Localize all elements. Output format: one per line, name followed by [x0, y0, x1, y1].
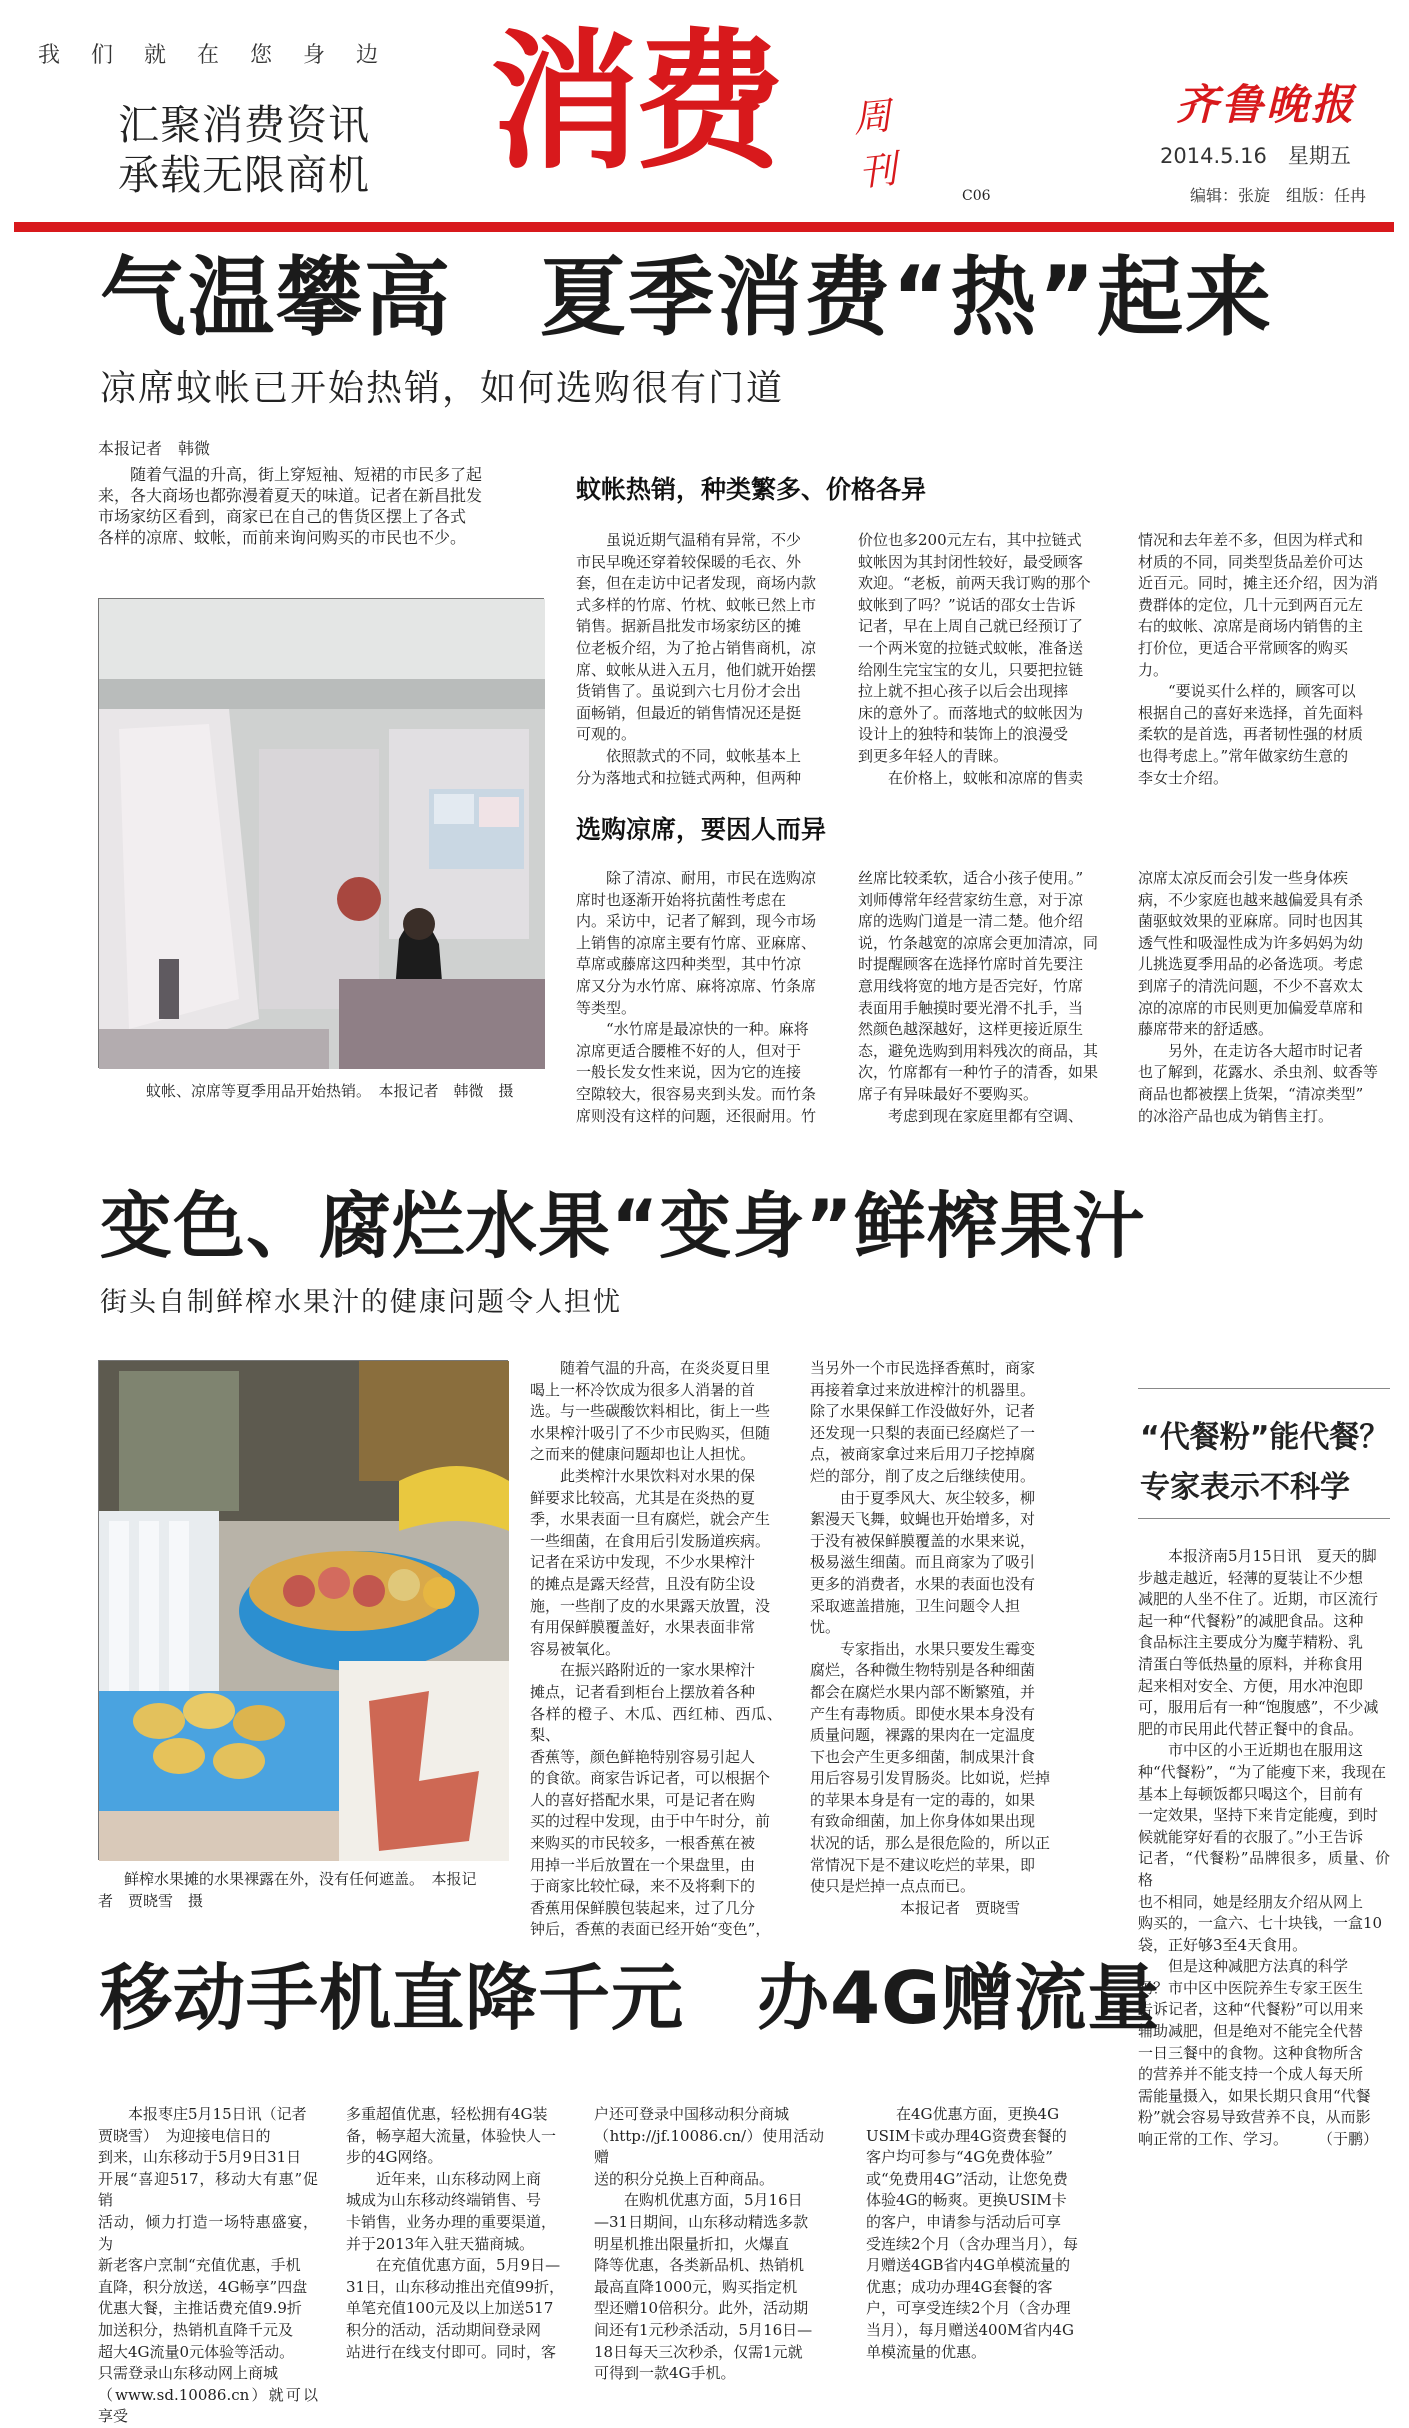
story1-byline: 本报记者 韩微 — [98, 439, 211, 458]
story2-col1: 随着气温的升高，在炎炎夏日里 喝上一杯冷饮成为很多人消暑的首 选。与一些碳酸饮料相比，街上一些 水果榨汁吸引了不少市民购买，但随 之而来的健康问题却也让人担忧。 此类榨汁水果饮料对水果的保 鲜要求比较高，尤其是在炎热的夏 季，水果表面一旦有腐烂，就会产生 一些细菌，在食用后引发肠道疾病。 记者在采访中发现，不少水果榨汁 的摊点是露天经营，且没有防尘设 施，一些削了皮的水果露天放置，没 有用保鲜膜覆盖好，水果表面非常 容易被氧化。 在振兴路附近的一家水果榨汁 摊点，记者看到柜台上摆放着各种 各样的橙子、木瓜、西红柿、西瓜、梨、 香蕉等，颜色鲜艳特别容易引起人 的食欲。商家告诉记者，可以根据个 人的喜好搭配水果，可是记者在购 买的过程中发现，由于中午时分，前 来购买的市民较多，一根香蕉在被 用掉一半后放置在一个果盘里，由 于商家比较忙碌，来不及将剩下的 香蕉用保鲜膜包装起来，过了几分 钟后，香蕉的表面已经开始“变色”， — [530, 1359, 782, 1939]
story1-col1: 虽说近期气温稍有异常，不少 市民早晚还穿着较保暖的毛衣、外 套，但在走访中记者发现，商场内款 式多样的竹席、竹枕、蚊帐已然上市 销售。据新昌批发市场家纺区的摊 位老板介绍，为了抢占销售商机，凉 席、蚊帐从进入五月，他们就开始摆 货销售了。虽说到六七月份才会出 面畅销，但最近的销售情况还是挺 可观的。 依照款式的不同，蚊帐基本上 分为落地式和拉链式两种，但两种 — [576, 531, 817, 787]
story2-headline: 变色、腐烂水果“变身”鲜榨果汁 — [100, 1184, 1146, 1268]
story1-col2: 价位也多200元左右，其中拉链式 蚊帐因为其封闭性较好，最受顾客 欢迎。“老板，前两天我订购的那个 蚊帐到了吗？”说话的邵女士告诉 记者，早在上周自己就已经预订了 一个两米宽的拉链式蚊帐，准备送 给刚生完宝宝的女儿，只要把拉链 拉上就不担心孩子以后会出现摔 床的意外了。而落地式的蚊帐因为 设计上的独特和装饰上的浪漫受 到更多年轻人的青睐。 在价格上，蚊帐和凉席的售卖 — [858, 531, 1091, 787]
paper-logo: 齐鲁晚报 — [1176, 80, 1357, 129]
slogan-line-2: 承载无限商机 — [118, 151, 370, 199]
sidebar-body: 本报济南5月15日讯 夏天的脚 步越走越近，轻薄的夏装让不少想 减肥的人坐不住了。近期，市区流行 起一种“代餐粉”的减肥食品。这种 食品标注主要成分为魔芋精粉、乳 清蛋白等低热量的原料，并称食用 起来相对安全、方便，用水冲泡即 可，服用后有一种“饱腹感”，不少减 肥的市民用此代替正餐中的食品。 市中区的小王近期也在服用这 种“代餐粉”，“为了能瘦下来，我现在 基本上每顿饭都只喝这个，目前有 一定效果，坚持下来肯定能瘦，到时 候就能穿好看的衣服了。”小王告诉 记者，“代餐粉”品牌很多，质量、价格 也不相同，她是经朋友介绍从网上 购买的，一盒六、七十块钱，一盒10 袋，正好够3至4天食用。 但是这种减肥方法真的科学 吗？市中区中医院养生专家王医生 告诉记者，这种“代餐粉”可以用来 辅助减肥，但是绝对不能完全代替 一日三餐中的食物。这种食物所含 的营养并不能支持一个成人每天所 需能量摄入，如果长期只食用“代餐 粉”就会容易导致营养不良，从而影 响正常的工作、学习。 （于鹏） — [1138, 1547, 1390, 2149]
sidebar-top-rule — [1138, 1388, 1390, 1389]
editor-credits: 编辑：张旋 组版：任冉 — [1190, 186, 1367, 205]
story1-col3: 情况和去年差不多，但因为样式和 材质的不同，同类型货品差价可达 近百元。同时，摊主还介绍，因为消 费群体的定位，几十元到两百元左 右的蚊帐、凉席是商场内销售的主 打价位，更适合平常顾客的购买 力。 “要说买什么样的，顾客可以 根据自己的喜好来选择，首先面料 柔软的是首选，再者韧性强的材质 也得考虑上。”常年做家纺生意的 李女士介绍。 — [1138, 531, 1379, 787]
issue-date: 2014.5.16 星期五 — [1160, 144, 1351, 168]
weekly-label: 周刊 — [850, 93, 899, 195]
story1-subhead-2: 选购凉席，要因人而异 — [576, 815, 827, 844]
masthead-title: 消费 — [490, 16, 779, 190]
story1-photo-caption: 蚊帐、凉席等夏季用品开始热销。 本报记者 韩微 摄 — [146, 1082, 514, 1100]
story1-deck: 凉席蚊帐已开始热销，如何选购很有门道 — [100, 368, 785, 409]
slogan-line-1: 汇聚消费资讯 — [118, 101, 370, 149]
story1-col6: 凉席太凉反而会引发一些身体疾 病，不少家庭也越来越偏爱具有杀 菌驱蚊效果的亚麻席。同时也因其 透气性和吸湿性成为许多妈妈为幼 儿挑选夏季用品的必备选项。考虑 到席子的清洗问题，不少不喜欢太 凉的凉席的市民则更加偏爱草席和 藤席带来的舒适感。 另外，在走访各大超市时记者 也了解到，花露水、杀虫剂、蚊香等 商品也都被摆上货架，“清凉类型” 的冰浴产品也成为销售主打。 — [1138, 869, 1379, 1125]
story3-col4: 在4G优惠方面，更换4G USIM卡或办理4G资费套餐的 客户均可参与“4G免费体验” 或“免费用4G”活动，让您免费 体验4G的畅爽。更换USIM卡 的客户，申请参与活动后可享 受连续2个月（含办理当月），每 月赠送4GB省内4G单模流量的 优惠；成功办理4G套餐的客 户，可享受连续2个月（含办理 当月），每月赠送400M省内4G 单模流量的优惠。 — [866, 2105, 1079, 2361]
story1-col4: 除了清凉、耐用，市民在选购凉 席时也逐渐开始将抗菌性考虑在 内。采访中，记者了解到，现今市场 上销售的凉席主要有竹席、亚麻席、 草席或藤席这四种类型，其中竹凉 席又分为水竹席、麻将凉席、竹条席 等类型。 “水竹席是最凉快的一种。麻将 凉席更适合腰椎不好的人，但对于 一般长发女性来说，因为它的连接 空隙较大，很容易夹到头发。而竹条 席则没有这样的问题，还很耐用。竹 — [576, 869, 817, 1125]
story3-col3: 户还可登录中国移动积分商城 （http://jf.10086.cn/）使用活动赠 送的积分兑换上百种商品。 在购机优惠方面，5月16日 —31日期间，山东移动精选多款 明星机推出限量折扣，火爆直 降等优惠，各类新品机、热销机 最高直降1000元，购买指定机 型还赠10倍积分。此外，活动期 间还有1元秒杀活动，5月16日— 18日每天三次秒杀，仅需1元就 可得到一款4G手机。 — [594, 2105, 824, 2383]
fruit-stall-photo — [98, 1360, 508, 1860]
page-number: C06 — [962, 188, 991, 204]
slogan-top: 我们就在您身边 — [38, 43, 410, 68]
sidebar-mid-rule — [1138, 1518, 1390, 1519]
sidebar-headline-2: 专家表示不科学 — [1140, 1470, 1350, 1505]
story1-col5: 丝席比较柔软，适合小孩子使用。” 刘师傅常年经营家纺生意，对于凉 席的选购门道是一清二楚。他介绍 说，竹条越宽的凉席会更加清凉，同 时提醒顾客在选择竹席时首先要注 意用线将宽的地方是否完好，竹席 表面用手触摸时要光滑不扎手，当 然颜色越深越好，这样更接近原生 态，避免选购到用料残次的商品，其 次，竹席都有一种竹子的清香，如果 席子有异味最好不要购买。 考虑到现在家庭里都有空调、 — [858, 869, 1099, 1125]
story1-headline: 气温攀高 夏季消费“热”起来 — [100, 248, 1274, 348]
sidebar-headline-1: “代餐粉”能代餐？ — [1140, 1420, 1390, 1455]
story3-col1: 本报枣庄5月15日讯（记者 贾晓雪） 为迎接电信日的 到来，山东移动于5月9日31日 开展“喜迎517，移动大有惠”促销 活动，倾力打造一场特惠盛宴，为 新老客户烹制“充值优惠，手机 直降，积分放送，4G畅享”四盘 优惠大餐，主推话费充值9.9折 加送积分，热销机直降千元及 超大4G流量0元体验等活动。 只需登录山东移动网上商城 （www.sd.10086.cn）就可以享受 — [98, 2105, 318, 2426]
story3-headline: 移动手机直降千元 办4G赠流量 — [100, 1956, 1161, 2040]
story2-photo-caption: 鲜榨水果摊的水果裸露在外，没有任何遮盖。 本报记 者 贾晓雪 摄 — [98, 1870, 477, 1910]
story1-subhead-1: 蚊帐热销，种类繁多、价格各异 — [576, 475, 927, 504]
story1-lead: 随着气温的升高，街上穿短袖、短裙的市民多了起 来，各大商场也都弥漫着夏天的味道。记者在新昌批发 市场家纺区看到，商家已在自己的售货区摆上了各式 各样的凉席、蚊帐，而前来询问购买的市民也不少。 — [98, 465, 483, 547]
story2-deck: 街头自制鲜榨水果汁的健康问题令人担忧 — [100, 1287, 622, 1318]
story3-col2: 多重超值优惠，轻松拥有4G装 备，畅享超大流量，体验快人一 步的4G网络。 近年来，山东移动网上商 城成为山东移动终端销售、号 卡销售，业务办理的重要渠道， 并于2013年入驻天猫商城。 在充值优惠方面，5月9日— 31日，山东移动推出充值99折， 单笔充值100元及以上加送517 积分的活动，活动期间登录网 站进行在线支付即可。同时，客 — [346, 2105, 565, 2361]
story2-col2: 当另外一个市民选择香蕉时，商家 再接着拿过来放进榨汁的机器里。 除了水果保鲜工作没做好外，记者 还发现一只梨的表面已经腐烂了一 点，被商家拿过来后用刀子挖掉腐 烂的部分，削了皮之后继续使用。 由于夏季风大、灰尘较多，柳 絮漫天飞舞，蚊蝇也开始增多，对 于没有被保鲜膜覆盖的水果来说， 极易滋生细菌。而且商家为了吸引 更多的消费者，水果的表面也没有 采取遮盖措施，卫生问题令人担 忧。 专家指出，水果只要发生霉变 腐烂，各种微生物特别是各种细菌 都会在腐烂水果内部不断繁殖，并 产生有毒物质。即使水果本身没有 质量问题，裸露的果肉在一定温度 下也会产生更多细菌，制成果汁食 用后容易引发胃肠炎。比如说，烂掉 的苹果本身是有一定的毒的，如果 有致命细菌，加上你身体如果出现 状况的话，那么是很危险的，所以正 常情况下是不建议吃烂的苹果，即 使只是烂掉一点点而已。 本报记者 贾晓雪 — [810, 1359, 1051, 1917]
mosquito-net-store-photo — [98, 598, 544, 1068]
masthead-rule — [14, 222, 1394, 232]
